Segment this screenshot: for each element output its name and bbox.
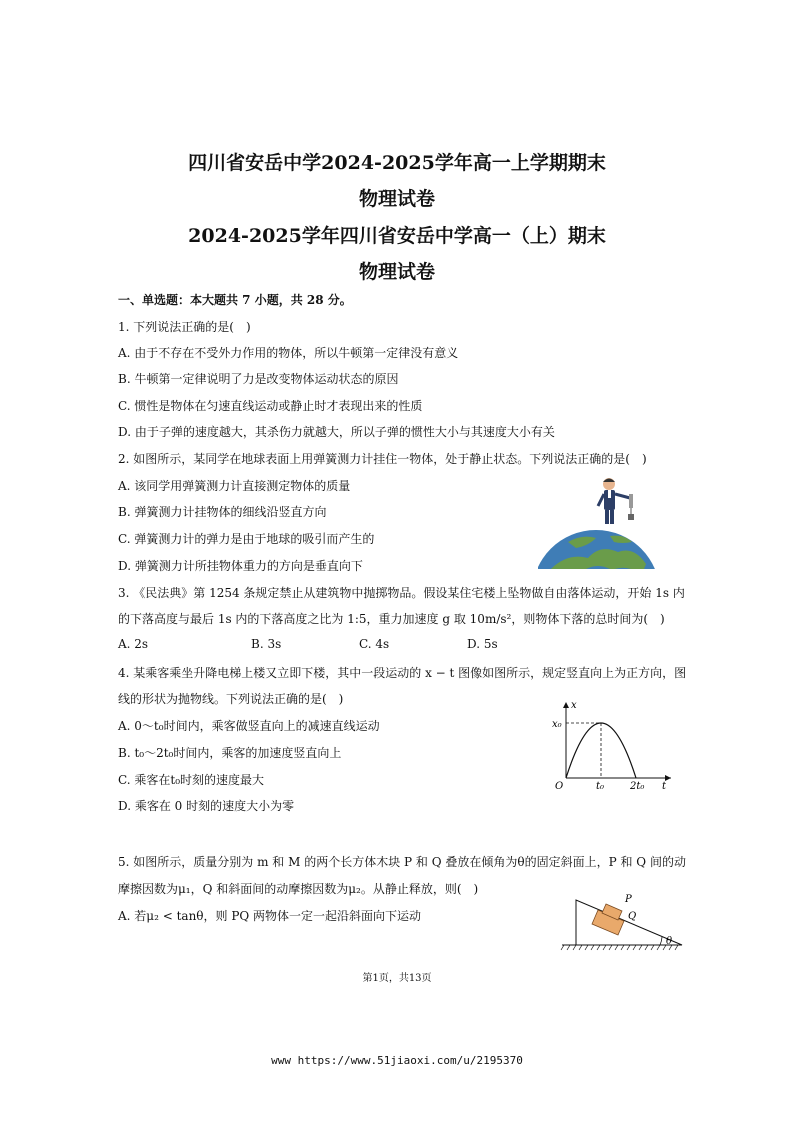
q5-incline-figure: [560, 886, 686, 952]
q4-line-2: 线的形状为抛物线。下列说法正确的是( ): [118, 692, 344, 706]
fig-q-label: Q: [628, 911, 637, 922]
q1-option-a: A. 由于不存在不受外力作用的物体，所以牛顿第一定律没有意义: [118, 346, 459, 360]
q3-line-2: 的下落高度与最后 1s 内的下落高度之比为 1:5，重力加速度 g 取 10m/s²，则物体下落的总时间为( ): [118, 612, 665, 626]
fig-theta-label: θ: [666, 936, 673, 947]
graph-x0-label: x₀: [552, 719, 562, 730]
q1-option-b: B. 牛顿第一定律说明了力是改变物体运动状态的原因: [118, 372, 399, 386]
q1-option-c: C. 惯性是物体在匀速直线运动或静止时才表现出来的性质: [118, 399, 423, 413]
q3-option-c: C. 4s: [359, 637, 390, 651]
q4-line-1: 4. 某乘客乘坐升降电梯上楼又立即下楼，其中一段运动的 x − t 图像如图所示，规定竖直向上为正方向，图: [118, 666, 687, 680]
q3-option-b: B. 3s: [251, 637, 282, 651]
q4-option-c: C. 乘客在t₀时刻的速度最大: [118, 773, 265, 787]
watermark: www https://www.51jiaoxi.com/u/2195370: [271, 1054, 523, 1067]
q4-option-d: D. 乘客在 0 时刻的速度大小为零: [118, 799, 295, 813]
student-figure: [598, 478, 634, 524]
q1-option-d: D. 由于子弹的速度越大，其杀伤力就越大，所以子弹的惯性大小与其速度大小有关: [118, 425, 555, 439]
q2-option-c: C. 弹簧测力计的弹力是由于地球的吸引而产生的: [118, 532, 375, 546]
q5-line-1: 5. 如图所示，质量分别为 m 和 M 的两个长方体木块 P 和 Q 叠放在倾角为θ的固定斜面上，P 和 Q 间的动: [118, 855, 686, 869]
graph-origin-label: O: [555, 781, 564, 790]
exam-title-line-4: 物理试卷: [358, 261, 435, 283]
q4-option-b: B. t₀～2t₀时间内，乘客的加速度竖直向上: [118, 746, 342, 760]
q3-line-1: 3. 《民法典》第 1254 条规定禁止从建筑物中抛掷物品。假设某住宅楼上坠物做自由落体运动，开始 1s 内: [118, 586, 685, 600]
graph-t0-label: t₀: [596, 781, 605, 790]
graph-t-label: t: [662, 781, 667, 790]
q4-option-a: A. 0～t₀时间内，乘客做竖直向上的减速直线运动: [118, 719, 380, 733]
graph-2t0-label: 2t₀: [630, 781, 645, 790]
q4-xt-graph: [550, 698, 676, 790]
q2-earth-figure: [538, 472, 658, 570]
section-heading: 一、单选题：本大题共 7 小题，共 28 分。: [118, 293, 352, 307]
q2-option-a: A. 该同学用弹簧测力计直接测定物体的质量: [118, 479, 351, 493]
q3-option-a: A. 2s: [118, 637, 149, 651]
q5-option-a: A. 若μ₂ < tanθ，则 PQ 两物体一定一起沿斜面向下运动: [118, 909, 422, 923]
q2-option-b: B. 弹簧测力计挂物体的细线沿竖直方向: [118, 505, 327, 519]
exam-title-line-2: 物理试卷: [358, 188, 435, 210]
graph-y-label: x: [571, 700, 577, 711]
fig-p-label: P: [625, 894, 632, 905]
exam-title-line-3: 2024-2025学年四川省安岳中学高一（上）期末: [188, 225, 606, 247]
q2-option-d: D. 弹簧测力计所挂物体重力的方向是垂直向下: [118, 559, 363, 573]
page-footer: 第1页，共13页: [362, 973, 432, 984]
exam-title-line-1: 四川省安岳中学2024-2025学年高一上学期期末: [188, 152, 606, 174]
q2-stem: 2. 如图所示，某同学在地球表面上用弹簧测力计挂住一物体，处于静止状态。下列说法正确的是( ): [118, 452, 647, 466]
q5-line-2: 摩擦因数为μ₁，Q 和斜面间的动摩擦因数为μ₂。从静止释放，则( ): [118, 882, 479, 896]
q3-option-d: D. 5s: [467, 637, 498, 651]
q1-stem: 1. 下列说法正确的是( ): [118, 320, 251, 334]
